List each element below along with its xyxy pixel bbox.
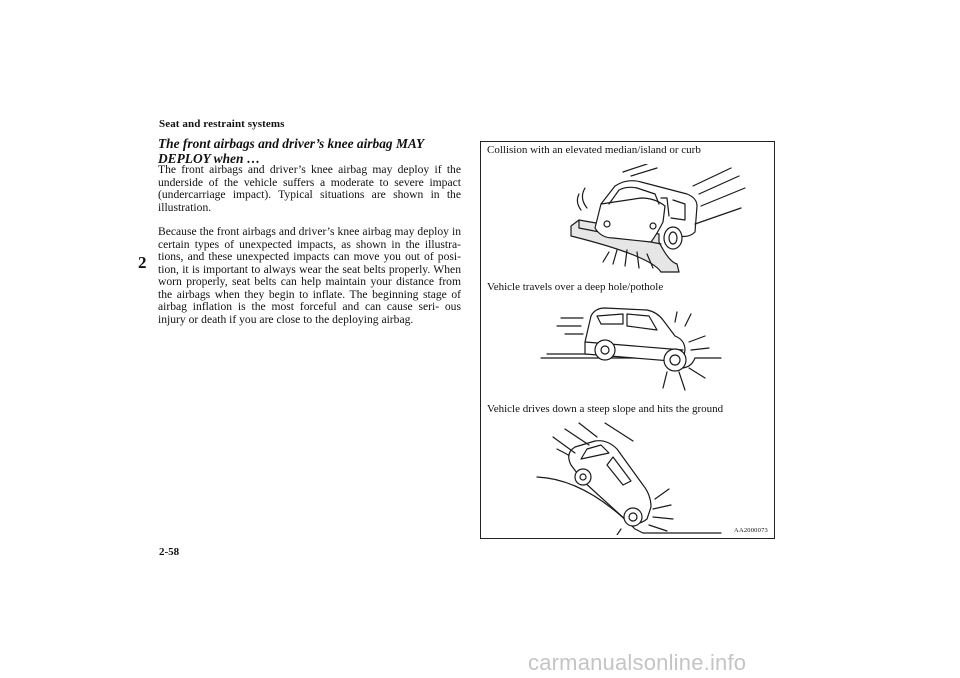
illustration-figure xyxy=(480,141,775,539)
running-head: Seat and restraint systems xyxy=(159,118,285,130)
watermark-link[interactable]: carmanualsonline.info xyxy=(528,650,747,675)
pothole-illustration xyxy=(539,302,729,394)
section-heading: The front airbags and driver’s knee airbag MAY DEPLOY when … xyxy=(158,136,424,166)
page-number: 2-58 xyxy=(159,546,180,558)
steep-slope-illustration xyxy=(535,419,745,535)
paragraph-undercarriage-impact: The front airbags and driver’s knee airbag may deploy if the underside of the vehicle suffers a moderate to severe impact (undercarriage impact). Typical situations are shown in the illustration. xyxy=(158,163,461,214)
caption-steep-slope: Vehicle drives down a steep slope and hits the ground xyxy=(487,403,724,415)
median-collision-illustration xyxy=(561,164,751,282)
paragraph-seat-belt-advice: Because the front airbags and driver’s knee airbag may deploy in certain types of unexpected impacts, as shown in the illustra- tions, and these unexpected impacts can move you out of posi- tion, it is important to always wear the seat belts properly. When worn properly, seat belts can help maintain your distance from the airbags when they begin to inflate. The beginning stage of airbag inflation is the most forceful and can cause seri- ous injury or death if you are close to the deploying airbag. xyxy=(158,225,461,326)
chapter-tab: 2 xyxy=(138,253,147,272)
caption-pothole: Vehicle travels over a deep hole/pothole xyxy=(487,281,664,293)
caption-median-collision: Collision with an elevated median/island or curb xyxy=(487,144,701,156)
figure-code: AA2000073 xyxy=(734,527,768,534)
